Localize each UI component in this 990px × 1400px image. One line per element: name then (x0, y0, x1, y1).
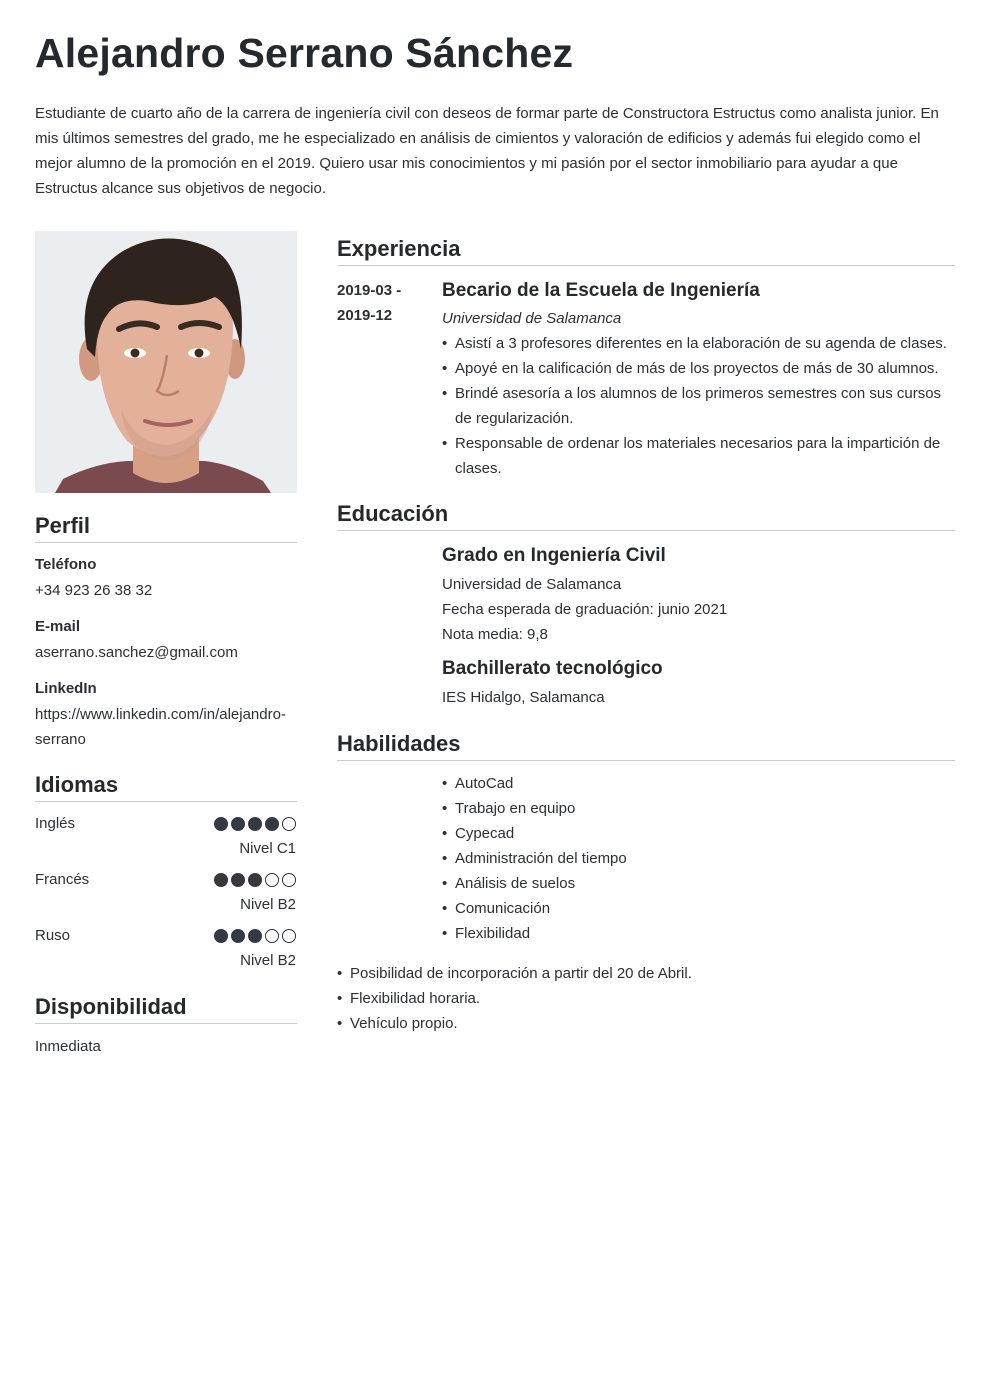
education-entry (442, 656, 955, 710)
summary-paragraph: Estudiante de cuarto año de la carrera de ingeniería civil con deseos de formar parte de Constructora Estructus como analista junior. En mis últimos semestres del grado, me he especializado en análisis de cimientos y valoración de edificios y además fui elegido como el mejor alumno de la promoción en el 2019. Quiero usar mis conocimientos y mi pasión por el sector inmobiliario para ayudar a que Estructus alcance sus objetivos de negocio. (35, 105, 939, 197)
email-label: E-mail (35, 618, 81, 635)
rating-dot-empty (282, 873, 296, 887)
candidate-name: Alejandro Serrano Sánchez (35, 30, 574, 76)
rating-dot-filled (265, 817, 279, 831)
rating-dot-filled (248, 817, 262, 831)
skills-section-title: Habilidades (337, 731, 955, 761)
languages-list (35, 814, 297, 982)
languages-section-title: Idiomas (35, 772, 297, 802)
education-section-title: Educación (337, 501, 955, 531)
language-rating (214, 929, 296, 943)
language-name: Inglés (35, 815, 76, 832)
rating-dot-filled (214, 929, 228, 943)
rating-dot-filled (248, 929, 262, 943)
language-name: Francés (35, 871, 90, 888)
education-line: Nota media: 9,8 (442, 626, 548, 643)
rating-dot-empty (282, 817, 296, 831)
experience-date-start: 2019-03 - (337, 282, 402, 299)
profile-photo (35, 231, 297, 493)
education-title: Bachillerato tecnológico (442, 658, 663, 679)
rating-dot-empty (282, 929, 296, 943)
availability-section-title: Disponibilidad (35, 994, 297, 1024)
education-entry (442, 543, 955, 647)
experience-organization: Universidad de Salamanca (442, 310, 622, 327)
education-title: Grado en Ingeniería Civil (442, 545, 666, 566)
rating-dot-filled (248, 873, 262, 887)
skill-item: • Administración del tiempo (442, 846, 955, 871)
rating-dot-filled (231, 929, 245, 943)
experience-dates (337, 278, 427, 328)
language-level: Nivel B2 (240, 952, 296, 969)
language-level: Nivel C1 (239, 840, 296, 857)
language-row (35, 814, 297, 870)
profile-section-title: Perfil (35, 513, 297, 543)
skill-item: • Flexibilidad (442, 921, 955, 946)
rating-dot-filled (214, 873, 228, 887)
extra-item: • Vehículo propio. (337, 1011, 955, 1036)
experience-bullet: • Responsable de ordenar los materiales necesarios para la impartición de clases. (442, 431, 955, 481)
skill-item: • Cypecad (442, 821, 955, 846)
extras-list (337, 961, 955, 1036)
experience-bullets (442, 331, 955, 481)
experience-entry (337, 278, 955, 481)
language-row (35, 926, 297, 982)
language-rating (214, 873, 296, 887)
rating-dot-filled (231, 873, 245, 887)
experience-date-end: 2019-12 (337, 307, 393, 324)
rating-dot-empty (265, 929, 279, 943)
education-line: IES Hidalgo, Salamanca (442, 689, 605, 706)
language-row (35, 870, 297, 926)
skills-list (442, 771, 955, 946)
language-name: Ruso (35, 927, 71, 944)
education-line: Universidad de Salamanca (442, 576, 622, 593)
skill-item: • Trabajo en equipo (442, 796, 955, 821)
language-level: Nivel B2 (240, 896, 296, 913)
linkedin-label: LinkedIn (35, 680, 97, 697)
experience-bullet: • Apoyé en la calificación de más de los proyectos de más de 30 alumnos. (442, 356, 955, 381)
rating-dot-filled (231, 817, 245, 831)
education-line: Fecha esperada de graduación: junio 2021 (442, 601, 728, 618)
availability-value: Inmediata (35, 1038, 101, 1055)
skill-item: • Análisis de suelos (442, 871, 955, 896)
phone-label: Teléfono (35, 556, 97, 573)
phone-value: +34 923 26 38 32 (35, 582, 153, 599)
extra-item: • Posibilidad de incorporación a partir del 20 de Abril. (337, 961, 955, 986)
portrait-image (35, 231, 297, 493)
left-column (35, 231, 297, 1059)
rating-dot-filled (214, 817, 228, 831)
linkedin-value: https://www.linkedin.com/in/alejandro-serrano (35, 706, 286, 748)
skill-item: • Comunicación (442, 896, 955, 921)
language-rating (214, 817, 296, 831)
experience-section-title: Experiencia (337, 236, 955, 266)
experience-title: Becario de la Escuela de Ingeniería (442, 280, 760, 301)
right-column (337, 236, 955, 1036)
email-value: aserrano.sanchez@gmail.com (35, 644, 238, 661)
extra-item: • Flexibilidad horaria. (337, 986, 955, 1011)
profile-details (35, 555, 297, 752)
rating-dot-empty (265, 873, 279, 887)
skill-item: • AutoCad (442, 771, 955, 796)
experience-bullet: • Asistí a 3 profesores diferentes en la elaboración de su agenda de clases. (442, 331, 955, 356)
experience-bullet: • Brindé asesoría a los alumnos de los primeros semestres con sus cursos de regularización. (442, 381, 955, 431)
